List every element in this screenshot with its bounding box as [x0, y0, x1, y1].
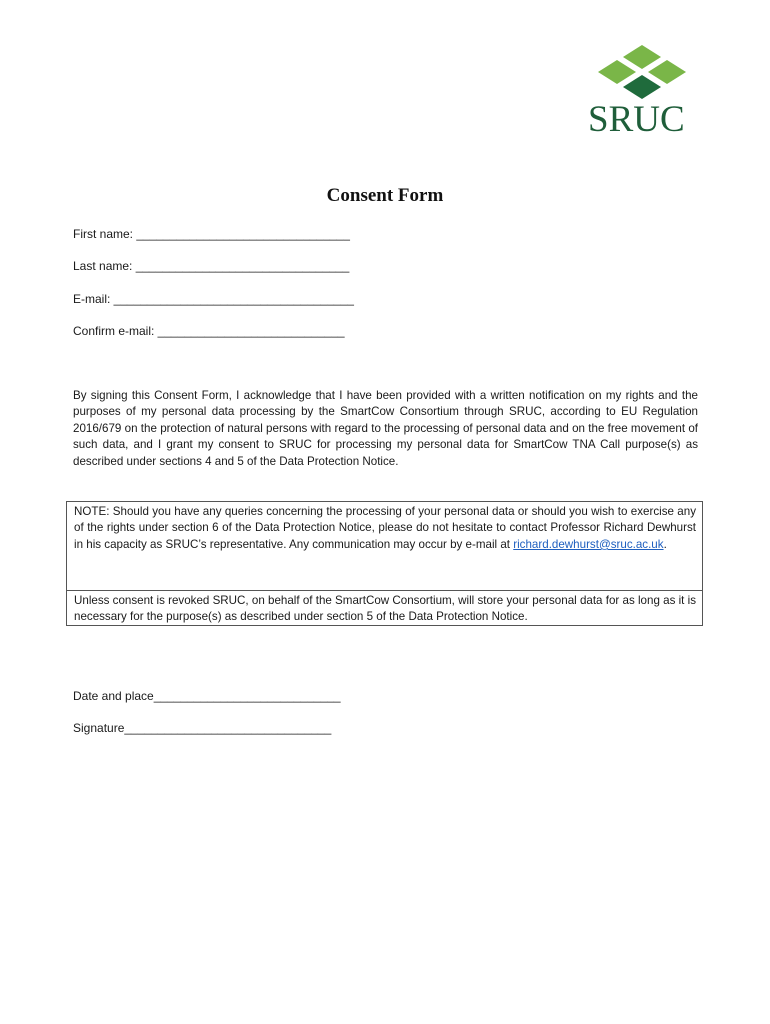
date-place-field[interactable]: Date and place____________________________: [73, 689, 341, 703]
sruc-diamonds-icon: [592, 44, 692, 100]
note-text: NOTE: Should you have any queries concerning the processing of your personal data or should you wish to exercise any of the rights under section 6 of the Data Protection Notice, please do not hesitate to contact Professor Richard Dewhurst in his capacity as SRUC’s representative. Any communication may occur by e-mail at: [74, 505, 696, 551]
retention-box: [66, 590, 703, 626]
page-title: Consent Form: [326, 185, 444, 206]
first-name-field[interactable]: First name: ________________________________: [73, 227, 350, 241]
consent-paragraph: By signing this Consent Form, I acknowledge that I have been provided with a written notification on my rights and the purposes of my personal data processing by the SmartCow Consortium through SRUC, according to EU Regulation 2016/679 on the protection of natural persons with regard to the processing of personal data and on the free movement of such data, and I grant my consent to SRUC for processing my personal data for SmartCow TNA Call purpose(s) as described under sections 4 and 5 of the Data Protection Notice.: [73, 389, 698, 468]
sruc-logo: [588, 44, 694, 140]
retention-text: Unless consent is revoked SRUC, on behalf of the SmartCow Consortium, will store your personal data for as long as it is necessary for the purpose(s) as described under section 5 of the Data Protection Notice.: [74, 594, 696, 624]
diamond-left: [598, 60, 636, 84]
logo-text: SRUC: [588, 99, 685, 140]
confirm-email-field[interactable]: Confirm e-mail: ____________________________: [73, 324, 345, 338]
note-box: [66, 501, 703, 591]
diamond-top: [623, 45, 661, 69]
email-link[interactable]: richard.dewhurst@sruc.ac.uk: [513, 537, 664, 551]
last-name-field[interactable]: Last name: ________________________________: [73, 259, 350, 273]
diamond-right: [648, 60, 686, 84]
signature-field[interactable]: Signature_______________________________: [73, 721, 332, 735]
note-text-end: .: [663, 537, 667, 551]
diamond-bottom: [623, 75, 661, 99]
email-field[interactable]: E-mail: ____________________________________: [73, 292, 354, 306]
